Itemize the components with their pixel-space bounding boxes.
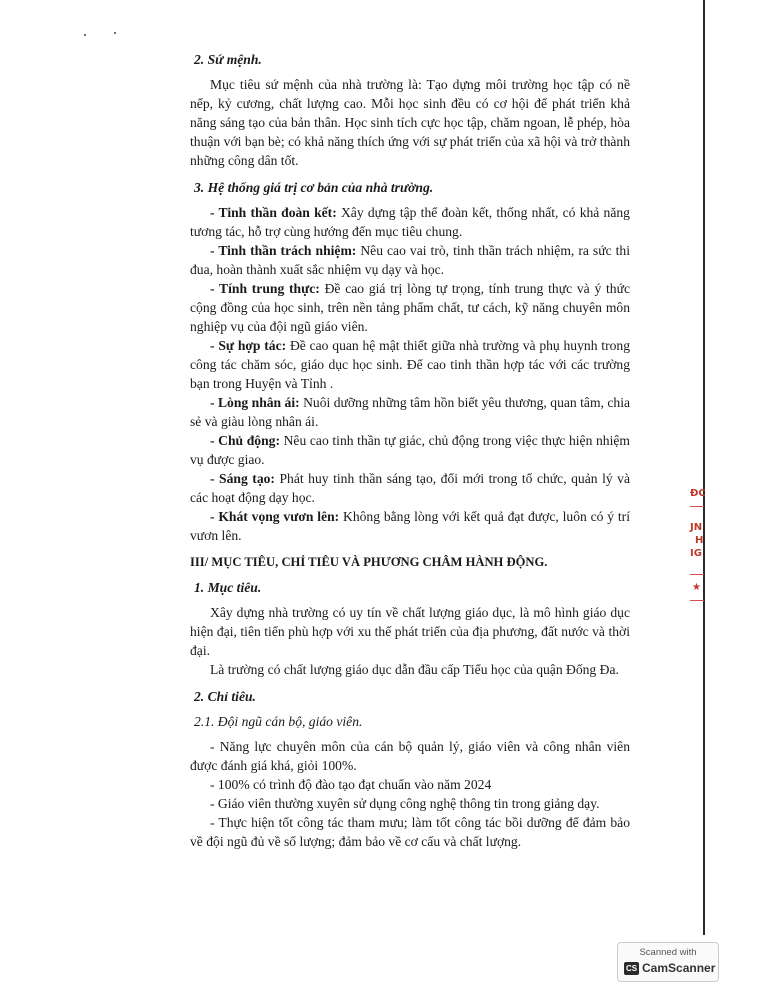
value-text: Đề cao quan hệ mật thiết giữa nhà trường và phụ huynh trong công tác chăm sóc, giáo dục học sinh. Để cao tinh thần hợp tác với các trường bạn trong Huyện và Tỉnh . [190,338,630,391]
stamp-fragment: JN [690,522,703,533]
value-label: - Khát vọng vươn lên: [210,509,340,524]
value-label: - Tinh thần trách nhiệm: [210,243,357,258]
value-item [190,507,630,545]
section-heading-values: 3. Hệ thống giá trị cơ bản của nhà trường. [194,180,434,195]
value-item [190,336,630,393]
values-list [190,203,630,545]
value-item [190,241,630,279]
value-text: Xây dựng tập thể đoàn kết, thống nhất, có khả năng tương tác, hỗ trợ cùng hướng đến mục tiêu chung. [190,205,630,239]
value-label: - Tinh thần đoàn kết: [210,205,337,220]
page-edge-line [703,0,705,935]
stamp-fragment: ĐC [690,488,706,499]
camscanner-logo-icon: CS [625,964,638,973]
value-text: Không bằng lòng với kết quả đạt được, luôn có ý trí vươn lên. [190,509,630,543]
mission-paragraph: Mục tiêu sứ mệnh của nhà trường là: Tạo dựng môi trường học tập có nề nếp, kỷ cương, chất lượng cao. Mỗi học sinh đều có cơ hội để phát triển khả năng sáng tạo của bản thân. Học sinh tích cực học tập, chăm ngoan, lễ phép, hòa thuận với bạn bè; có khả năng thích ứng với sự phát triển của xã hội và trở thành những công dân tốt. [190,77,630,168]
watermark-brand: CamScanner [642,961,716,975]
document-body [190,50,630,851]
camscanner-watermark [617,942,719,982]
target-item: - Thực hiện tốt công tác tham mưu; làm tốt công tác bồi dưỡng để đảm bảo về đội ngũ đủ về số lượng; đảm bảo về cơ cấu và chất lượng. [190,815,630,849]
target-item: - Năng lực chuyên môn của cán bộ quản lý, giáo viên và công nhân viên được đánh giá khá, giỏi 100%. [190,739,630,773]
value-label: - Sự hợp tác: [210,338,287,353]
target-item: - 100% có trình độ đào tạo đạt chuẩn vào năm 2024 [210,777,492,792]
value-label: - Chủ động: [210,433,280,448]
value-item [190,203,630,241]
targets-list [190,737,630,851]
value-text: Đề cao giá trị lòng tự trọng, tính trung thực và ý thức cộng đồng của học sinh, trên nền tảng phẩm chất, tư cách, kỹ năng chuyên môn nghiệp vụ của đội ngũ giáo viên. [190,281,630,334]
red-stamp-edge [690,487,706,597]
value-label: - Sáng tạo: [210,471,275,486]
section-heading-goals: III/ MỤC TIÊU, CHỈ TIÊU VÀ PHƯƠNG CHÂM HÀNH ĐỘNG. [190,555,548,569]
stamp-star-icon: ★ [692,582,701,593]
goal-paragraph: Là trường có chất lượng giáo dục dẫn đầu cấp Tiểu học của quận Đống Đa. [210,662,619,677]
goal-paragraph: Xây dựng nhà trường có uy tín về chất lượng giáo dục, là mô hình giáo dục hiện đại, tiên tiến phù hợp với xu thế phát triển của địa phương, đất nước và thời đại. [190,605,630,658]
value-text: Nêu cao tinh thần tự giác, chủ động trong việc thực hiện nhiệm vụ được giao. [190,433,630,467]
value-item [190,469,630,507]
watermark-caption: Scanned with [639,947,697,958]
value-label: - Tính trung thực: [210,281,320,296]
stamp-fragment: H [695,535,704,546]
value-text: Phát huy tinh thần sáng tạo, đổi mới trong tổ chức, quản lý và các hoạt động dạy học. [190,471,631,505]
value-label: - Lòng nhân ái: [210,395,300,410]
value-item [190,279,630,336]
section-heading-mission: 2. Sứ mệnh. [194,52,262,67]
value-item [190,393,630,431]
subheading-staff: 2.1. Đội ngũ cán bộ, giáo viên. [194,714,363,729]
target-item: - Giáo viên thường xuyên sử dụng công nghệ thông tin trong giảng dạy. [210,796,600,811]
subheading-goal: 1. Mục tiêu. [194,580,262,595]
scan-speck [84,34,86,36]
stamp-fragment: IG [690,548,702,559]
value-item [190,431,630,469]
value-text: Nuôi dưỡng những tâm hồn biết yêu thương, quan tâm, chia sẻ và giàu lòng nhân ái. [190,395,631,429]
scan-speck [114,32,116,34]
value-text: Nêu cao vai trò, tinh thần trách nhiệm, ra sức thi đua, hoàn thành xuất sắc nhiệm vụ dạy và học. [190,243,630,277]
subheading-targets: 2. Chỉ tiêu. [194,689,256,704]
